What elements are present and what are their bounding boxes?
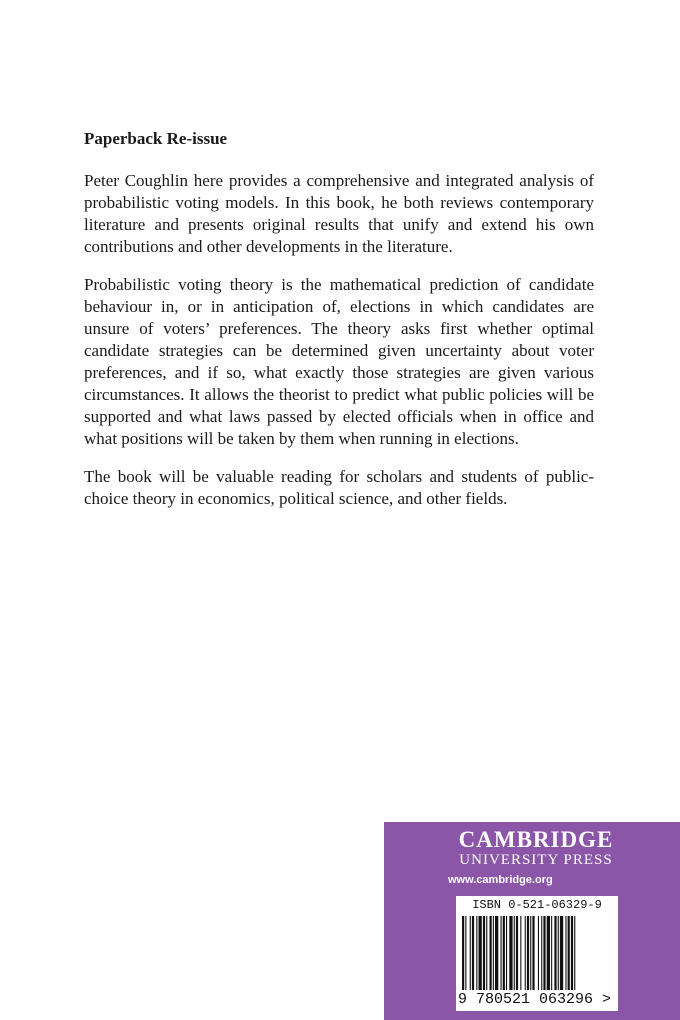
barcode-bar: [476, 916, 477, 990]
barcode-bars: [460, 916, 614, 990]
barcode-bar: [538, 916, 539, 990]
barcode-bar: [514, 916, 515, 990]
barcode-bar: [554, 916, 556, 990]
barcode-bar: [558, 916, 559, 990]
barcode-bar: [527, 916, 529, 990]
barcode-bar: [568, 916, 570, 990]
publisher-panel: [384, 822, 680, 1020]
barcode-bar: [571, 916, 573, 990]
barcode-bar: [551, 916, 552, 990]
ean-digits: 9 780521 063296 >: [458, 991, 612, 1008]
barcode-bar: [520, 916, 521, 990]
barcode-bar: [479, 916, 482, 990]
publisher-subtitle: UNIVERSITY PRESS: [459, 852, 613, 868]
barcode-bar: [541, 916, 542, 990]
barcode-bar: [532, 916, 534, 990]
isbn-label: ISBN 0-521-06329-9: [472, 898, 602, 912]
barcode-bar: [493, 916, 494, 990]
barcode-bar: [530, 916, 531, 990]
barcode-box: [456, 896, 618, 1011]
reissue-heading: Paperback Re-issue: [84, 129, 228, 148]
description-paragraph-2: Probabilistic voting theory is the mathematical prediction of candidate behaviour in, or in anticipation of, elections in which candidates are unsure of voters’ preferences. The theory asks first whether optimal candidate strategies can be determined given uncertainty about voter preferences, and if so, what exactly those strategies are given various circumstances. It allows the theorist to predict what public policies will be supported and what laws passed by elected officials when in office and what positions will be taken by them when running in elections.: [84, 275, 594, 448]
barcode-bar: [462, 916, 464, 990]
barcode-bar: [472, 916, 474, 990]
barcode-bar: [483, 916, 485, 990]
barcode-bar: [574, 916, 575, 990]
publisher-name: CAMBRIDGE: [458, 827, 614, 852]
publisher-logo: [446, 828, 626, 888]
description-paragraph-3: The book will be valuable reading for scholars and students of public-choice theory in economics, political science, and other fields.: [84, 467, 594, 508]
barcode-bar: [547, 916, 550, 990]
barcode-bar: [516, 916, 518, 990]
barcode-bar: [486, 916, 487, 990]
barcode-bar: [565, 916, 566, 990]
publisher-url[interactable]: www.cambridge.org: [448, 874, 553, 886]
barcode-bar: [490, 916, 492, 990]
barcode-bar: [506, 916, 507, 990]
barcode-bar: [470, 916, 471, 990]
barcode-bar: [509, 916, 512, 990]
barcode-bar: [560, 916, 563, 990]
barcode-bar: [495, 916, 498, 990]
description-paragraph-1: Peter Coughlin here provides a comprehensive and integrated analysis of probabilistic voting models. In this book, he both reviews contemporary literature and presents original results that unify and extend his own contributions and other developments in the literature.: [84, 171, 594, 256]
barcode-bar: [503, 916, 505, 990]
barcode-bar: [525, 916, 526, 990]
barcode-bar: [465, 916, 466, 990]
back-cover-text: [84, 128, 594, 526]
barcode-bar: [543, 916, 545, 990]
barcode-bar: [501, 916, 502, 990]
